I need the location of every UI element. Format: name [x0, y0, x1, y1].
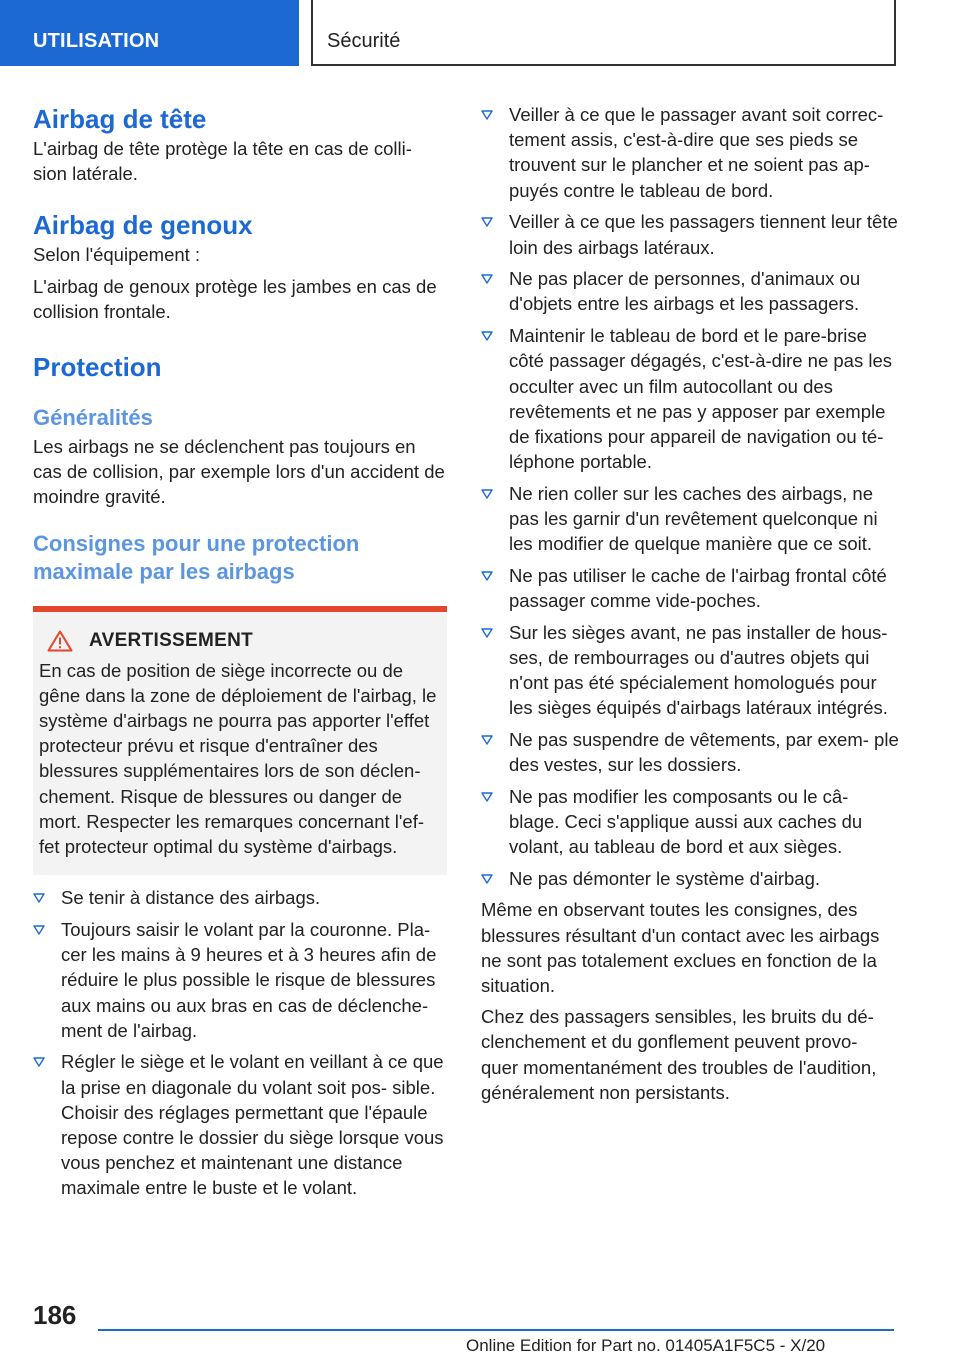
- list-item: [481, 323, 899, 474]
- list-item: [481, 620, 899, 721]
- triangle-bullet-icon: [481, 792, 493, 802]
- list-item-text: Ne pas démonter le système d'airbag.: [509, 868, 820, 890]
- triangle-bullet-icon: [481, 331, 493, 341]
- triangle-bullet-icon: [481, 735, 493, 745]
- list-item: [481, 209, 899, 259]
- list-item-text: Ne pas utiliser le cache de l'airbag frontal côté passager comme vide-poches.: [509, 564, 887, 612]
- paragraph-sensitive-passengers: Chez des passagers sensibles, les bruits du dé- clenchement et du gonflement peuvent provo- quer momentanément des troubles de l'audition, généralement non persistants.: [481, 1006, 877, 1103]
- paragraph-airbag-genoux: L'airbag de genoux protège les jambes en cas de collision frontale.: [33, 275, 437, 322]
- paragraph-equipment-note: Selon l'équipement :: [33, 244, 201, 266]
- warning-triangle-icon: [47, 630, 73, 652]
- list-item: [481, 727, 899, 777]
- list-item-text: Veiller à ce que le passager avant soit correc- tement assis, c'est-à-dire que ses pieds se trouvent sur le plancher et ne soient pas ap- puyés contre le tableau de bord.: [509, 104, 884, 201]
- bullet-list-right: [481, 102, 899, 891]
- heading-airbag-tete: Airbag de tête: [33, 104, 207, 134]
- list-item: [481, 784, 899, 860]
- list-item: [481, 481, 899, 557]
- list-item: [481, 866, 899, 891]
- list-item-text: Ne pas modifier les composants ou le câ- blage. Ceci s'applique aussi aux caches du volant, au tableau de bord et aux sièges.: [509, 786, 863, 858]
- warning-box: [33, 606, 447, 876]
- triangle-bullet-icon: [481, 874, 493, 884]
- footer-divider: [98, 1329, 894, 1331]
- heading-airbag-genoux: Airbag de genoux: [33, 210, 253, 241]
- left-column: [33, 102, 447, 1201]
- triangle-bullet-icon: [481, 571, 493, 581]
- paragraph-residual-risk: Même en observant toutes les consignes, des blessures résultant d'un contact avec les airbags ne sont pas totalement exclues en fonction de la situation.: [481, 899, 880, 996]
- triangle-bullet-icon: [33, 1057, 45, 1067]
- warning-text: En cas de position de siège incorrecte ou de gêne dans la zone de déploiement de l'airbag, le système d'airbags ne pourra pas apporter l'effet protecteur prévu et risque d'entraîner des blessures supplémentaires lors de son déclen- chement. Risque de blessures ou danger de mort. Respecter les remarques concernant l'ef- fet protecteur optimal du système d'airbags.: [39, 659, 437, 858]
- list-item-text: Ne pas suspendre de vêtements, par exem- ple des vestes, sur les dossiers.: [509, 729, 899, 776]
- list-item: [481, 266, 899, 316]
- warning-header: [39, 630, 441, 652]
- list-item-text: Toujours saisir le volant par la couronne. Pla- cer les mains à 9 heures et à 3 heures afin de réduire le plus possible le risque de blessures aux mains ou aux bras en cas de déclenche- ment de l'airbag.: [61, 918, 437, 1041]
- heading-generalites: Généralités: [33, 405, 153, 431]
- heading-consignes: Consignes pour une protection maximale par les airbags: [33, 530, 360, 584]
- edition-note: Online Edition for Part no. 01405A1F5C5 - X/20: [466, 1336, 826, 1355]
- warning-title: AVERTISSEMENT: [89, 629, 254, 651]
- bullet-list-left: [33, 885, 447, 1200]
- list-item-text: Ne rien coller sur les caches des airbags, ne pas les garnir d'un revêtement quelconque ni les modifier de quelque manière que ce soit.: [509, 482, 878, 555]
- triangle-bullet-icon: [481, 628, 493, 638]
- triangle-bullet-icon: [33, 925, 45, 935]
- list-item-text: Sur les sièges avant, ne pas installer de hous- ses, de rembourrages ou d'autres objets qui n'ont pas été spécialement homologués pour les sièges équipés d'airbags latéraux intégrés.: [509, 621, 888, 719]
- paragraph-generalites: Les airbags ne se déclenchent pas toujours en cas de collision, par exemple lors d'un accident de moindre gravité.: [33, 436, 445, 508]
- triangle-bullet-icon: [481, 110, 493, 120]
- list-item-text: Se tenir à distance des airbags.: [61, 887, 321, 909]
- list-item-text: Régler le siège et le volant en veillant à ce que la prise en diagonale du volant soit pos- sible. Choisir des réglages permettant que l'épaule repose contre le dossier du siège lorsque vous vous penchez et maintenant une distance maximale entre le buste et le volant.: [61, 1051, 444, 1199]
- list-item-text: Veiller à ce que les passagers tiennent leur tête loin des airbags latéraux.: [509, 211, 898, 258]
- list-item-text: Maintenir le tableau de bord et le pare-brise côté passager dégagés, c'est-à-dire ne pas les occulter avec un film autocollant ou des revêtements et ne pas y apposer par exemple de fixations pour appareil de navigation ou té- léphone portable.: [509, 325, 893, 473]
- heading-protection: Protection: [33, 352, 162, 383]
- page-header: [0, 0, 960, 66]
- chapter-tab: UTILISATION: [0, 0, 299, 66]
- paragraph-airbag-tete: L'airbag de tête protège la tête en cas de colli- sion latérale.: [33, 138, 412, 185]
- section-title: Sécurité: [311, 0, 896, 66]
- right-column: [481, 102, 899, 1105]
- page-number: 186: [33, 1300, 77, 1330]
- list-item-text: Ne pas placer de personnes, d'animaux ou d'objets entre les airbags et les passagers.: [509, 268, 861, 315]
- list-item: [481, 563, 899, 613]
- triangle-bullet-icon: [481, 274, 493, 284]
- list-item: [33, 917, 447, 1043]
- list-item: [33, 885, 447, 910]
- triangle-bullet-icon: [481, 217, 493, 227]
- triangle-bullet-icon: [33, 893, 45, 903]
- list-item: [481, 102, 899, 203]
- list-item: [33, 1049, 447, 1200]
- triangle-bullet-icon: [481, 489, 493, 499]
